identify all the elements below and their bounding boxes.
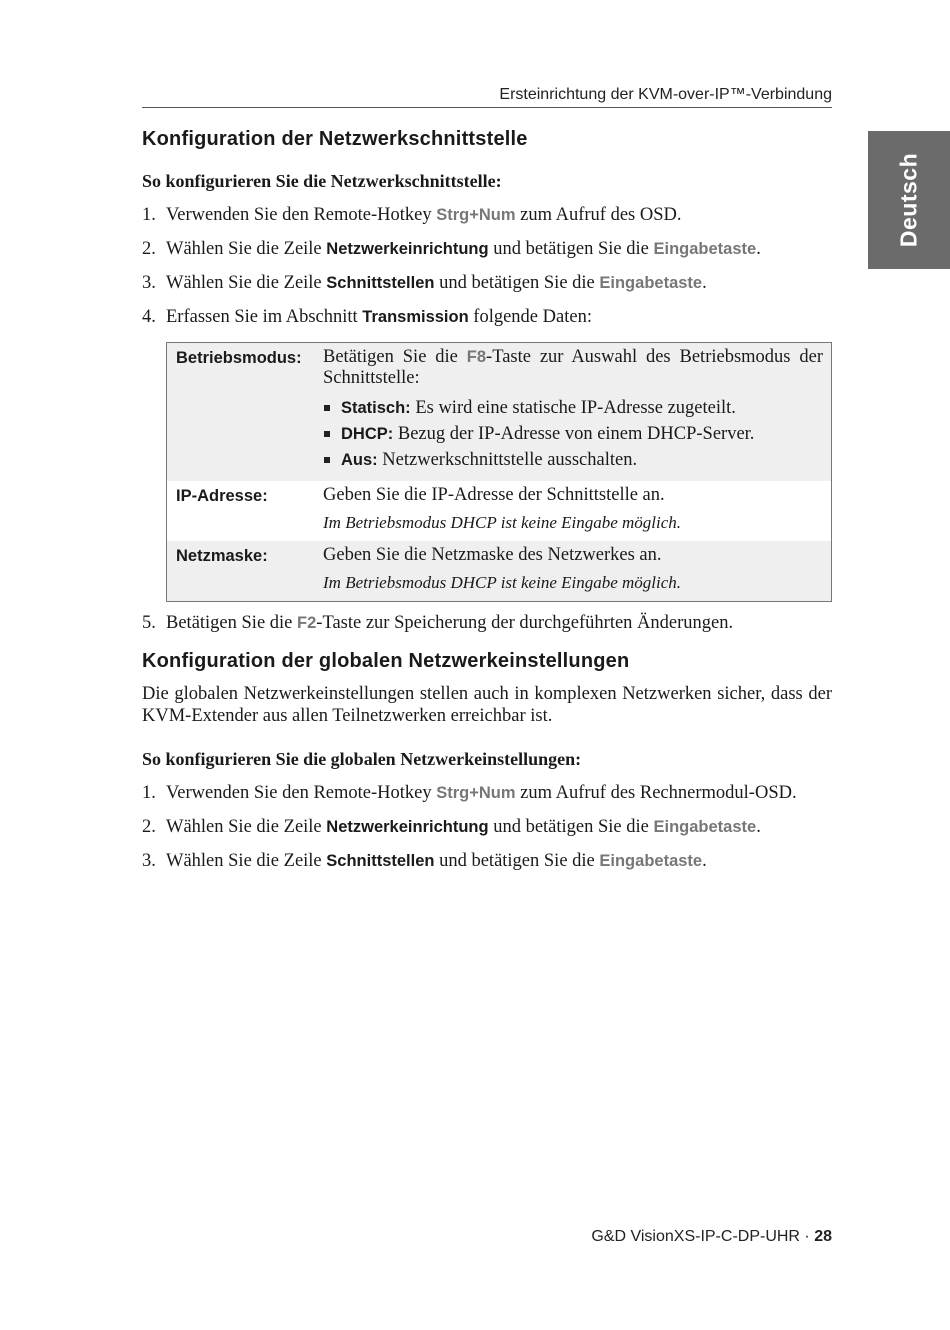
product-name: G&D VisionXS-IP-C-DP-UHR · [591, 1228, 815, 1245]
field-label: Betriebsmodus: [167, 343, 315, 482]
option-text: Es wird eine statische IP-Adresse zugeteilt. [410, 398, 736, 418]
list-item [142, 850, 832, 872]
procedure-title: So konfigurieren Sie die Netzwerkschnittstelle: [142, 171, 502, 191]
field-description [314, 481, 832, 541]
list-item [142, 816, 832, 838]
step-text: und betätigen Sie die [434, 273, 600, 293]
option-text: Netzwerkschnittstelle ausschalten. [377, 450, 638, 470]
description-text: Geben Sie die Netzmaske des Netzwerkes an. [323, 545, 662, 565]
step-text: Betätigen Sie die [166, 613, 298, 633]
option-key: DHCP: [341, 425, 394, 443]
list-item [323, 447, 823, 473]
step-text: Verwenden Sie den Remote-Hotkey [166, 205, 437, 225]
menu-item-name: Netzwerkeinrichtung [326, 818, 489, 836]
key-name: F2 [297, 614, 317, 632]
step-text: . [756, 239, 761, 259]
list-item [142, 612, 832, 634]
step-text: Wählen Sie die Zeile [166, 851, 327, 871]
step-number: 3. [142, 273, 156, 293]
step-text: zum Aufruf des Rechnermodul-OSD. [515, 783, 797, 803]
list-item [142, 204, 832, 226]
section-heading-global-network: Konfiguration der globalen Netzwerkeinstellungen [142, 650, 630, 672]
hotkey: Strg+Num [436, 206, 516, 224]
step-list [142, 782, 832, 872]
step-number: 3. [142, 851, 156, 871]
list-item [142, 782, 832, 804]
step-list [142, 204, 832, 328]
step-number: 1. [142, 205, 156, 225]
bullet-icon [324, 457, 330, 463]
page-footer [142, 1228, 832, 1246]
menu-item-name: Schnittstellen [326, 852, 435, 870]
field-description [314, 343, 832, 482]
step-text: Wählen Sie die Zeile [166, 273, 327, 293]
step-text: Wählen Sie die Zeile [166, 817, 327, 837]
option-text: Bezug der IP-Adresse von einem DHCP-Server. [393, 424, 755, 444]
page-number: 28 [814, 1228, 832, 1245]
key-name: Eingabetaste [653, 818, 757, 836]
list-item [142, 238, 832, 260]
option-key: Aus: [341, 451, 378, 469]
step-number: 5. [142, 613, 156, 633]
table-row [167, 343, 832, 482]
table-row [167, 541, 832, 602]
step-list [142, 612, 832, 634]
hotkey: Strg+Num [436, 784, 516, 802]
bullet-icon [324, 431, 330, 437]
language-tab-label: Deutsch [895, 152, 922, 248]
table-row [167, 481, 832, 541]
step-text: zum Aufruf des OSD. [515, 205, 682, 225]
step-number: 4. [142, 307, 156, 327]
intro-paragraph: Die globalen Netzwerkeinstellungen stellen auch in komplexen Netzwerken sicher, dass der KVM-Extender aus allen Teilnetzwerken erreichbar ist. [142, 684, 832, 726]
key-name: Eingabetaste [599, 274, 703, 292]
list-item [323, 421, 823, 447]
settings-table [166, 342, 832, 602]
field-description [314, 541, 832, 602]
description-text: Betätigen Sie die [323, 347, 467, 367]
list-item [142, 272, 832, 294]
note-text: Im Betriebsmodus DHCP ist keine Eingabe möglich. [323, 513, 682, 532]
key-name: F8 [466, 348, 487, 366]
step-text: und betätigen Sie die [434, 851, 600, 871]
key-name: Eingabetaste [599, 852, 703, 870]
step-number: 2. [142, 239, 156, 259]
page-content [142, 128, 832, 872]
menu-item-name: Schnittstellen [326, 274, 435, 292]
bullet-icon [324, 405, 330, 411]
step-text: . [702, 273, 707, 293]
language-tab [868, 131, 950, 269]
menu-item-name: Transmission [362, 308, 469, 326]
step-number: 2. [142, 817, 156, 837]
step-text: Verwenden Sie den Remote-Hotkey [166, 783, 437, 803]
section-heading-network-interface: Konfiguration der Netzwerkschnittstelle [142, 128, 528, 150]
menu-item-name: Netzwerkeinrichtung [326, 240, 489, 258]
step-text: Erfassen Sie im Abschnitt [166, 307, 363, 327]
key-name: Eingabetaste [653, 240, 757, 258]
option-key: Statisch: [341, 399, 411, 417]
field-label: IP-Adresse: [176, 487, 268, 505]
note-text: Im Betriebsmodus DHCP ist keine Eingabe möglich. [323, 573, 682, 592]
running-header: Ersteinrichtung der KVM-over-IP™-Verbindung [142, 86, 832, 108]
list-item [323, 395, 823, 421]
description-text: Geben Sie die IP-Adresse der Schnittstelle an. [323, 485, 665, 505]
list-item [142, 306, 832, 328]
field-label: Netzmaske: [167, 541, 315, 602]
step-text: und betätigen Sie die [488, 817, 654, 837]
step-text: -Taste zur Speicherung der durchgeführten Änderungen. [316, 613, 734, 633]
step-text: folgende Daten: [468, 307, 592, 327]
step-text: . [756, 817, 761, 837]
step-number: 1. [142, 783, 156, 803]
option-list [323, 395, 823, 473]
step-text: und betätigen Sie die [488, 239, 654, 259]
step-text: . [702, 851, 707, 871]
description-text: -Taste zur Auswahl des Betriebsmodus der Schnittstelle: [323, 347, 823, 388]
step-text: Wählen Sie die Zeile [166, 239, 327, 259]
procedure-title: So konfigurieren Sie die globalen Netzwerkeinstellungen: [142, 749, 582, 769]
